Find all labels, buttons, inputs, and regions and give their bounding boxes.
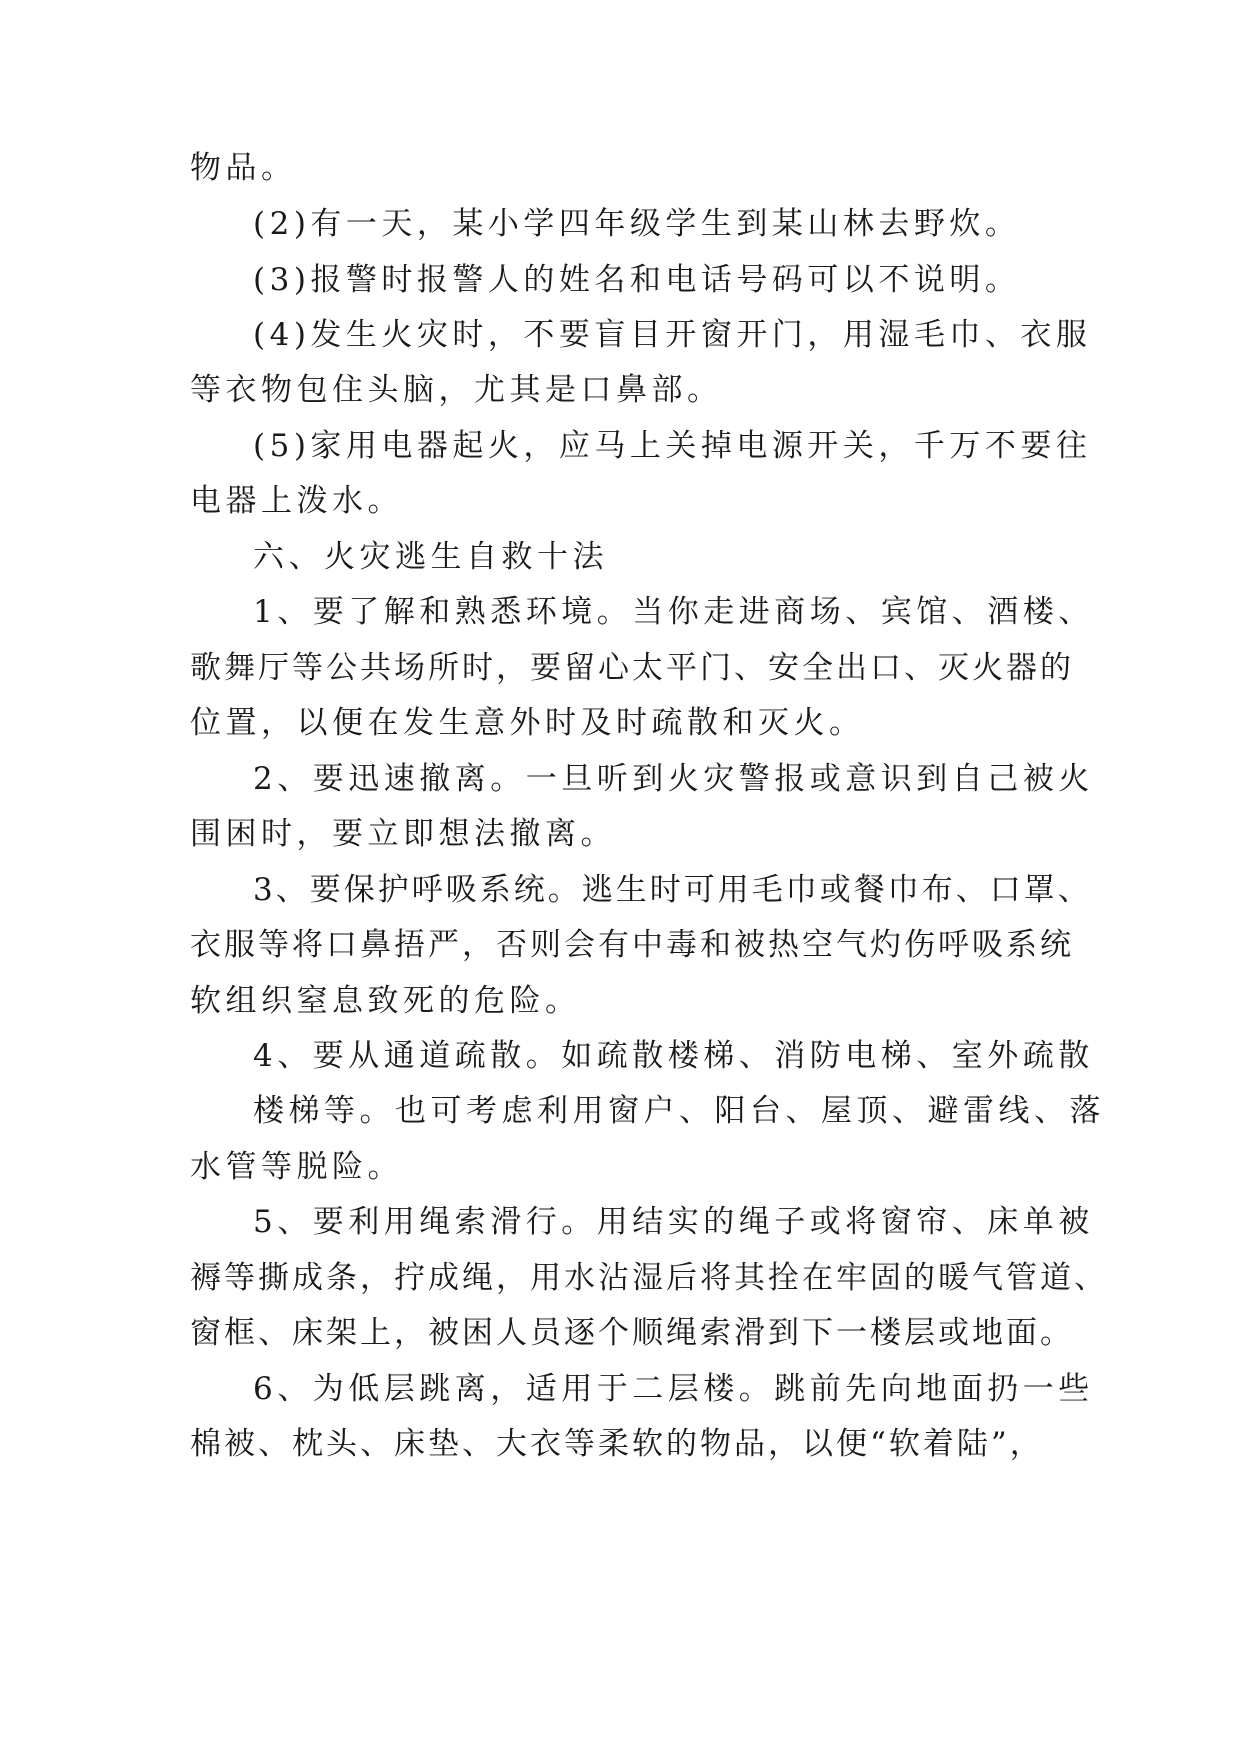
text-line: (5)家用电器起火，应马上关掉电源开关，千万不要往: [253, 428, 1092, 464]
text-line: 1、要了解和熟悉环境。当你走进商场、宾馆、酒楼、: [253, 594, 1094, 630]
text-line: (3)报警时报警人的姓名和电话号码可以不说明。: [253, 262, 1021, 298]
text-line: 电器上泼水。: [190, 483, 403, 519]
text-line: 窗框、床架上，被困人员逐个顺绳索滑到下一楼层或地面。: [190, 1315, 1074, 1351]
text-line: 歌舞厅等公共场所时，要留心太平门、安全出口、灭火器的: [190, 650, 1074, 686]
text-line: 位置，以便在发生意外时及时疏散和灭火。: [190, 705, 865, 741]
text-line: 5、要利用绳索滑行。用结实的绳子或将窗帘、床单被: [253, 1204, 1094, 1240]
text-line: (4)发生火灾时，不要盲目开窗开门，用湿毛巾、衣服: [253, 317, 1092, 353]
section-heading: 六、火灾逃生自救十法: [253, 539, 608, 575]
text-line: 3、要保护呼吸系统。逃生时可用毛巾或餐巾布、口罩、: [253, 872, 1092, 908]
text-line: 4、要从通道疏散。如疏散楼梯、消防电梯、室外疏散: [253, 1038, 1094, 1074]
text-line: 物品。: [190, 150, 297, 186]
text-line: (2)有一天，某小学四年级学生到某山林去野炊。: [253, 206, 1021, 242]
text-line: 棉被、枕头、床垫、大衣等柔软的物品，以便“软着陆”，: [190, 1426, 1044, 1462]
text-line: 水管等脱险。: [190, 1149, 403, 1185]
text-line: 楼梯等。也可考虑利用窗户、阳台、屋顶、避雷线、落: [253, 1093, 1105, 1129]
text-line: 围困时，要立即想法撤离。: [190, 816, 616, 852]
text-line: 褥等撕成条，拧成绳，用水沾湿后将其拴在牢固的暖气管道、: [190, 1260, 1108, 1296]
text-line: 6、为低层跳离，适用于二层楼。跳前先向地面扔一些: [253, 1371, 1094, 1407]
text-line: 2、要迅速撤离。一旦听到火灾警报或意识到自己被火: [253, 761, 1094, 797]
text-line: 衣服等将口鼻捂严，否则会有中毒和被热空气灼伤呼吸系统: [190, 927, 1074, 963]
text-line: 软组织窒息致死的危险。: [190, 983, 581, 1019]
text-line: 等衣物包住头脑，尤其是口鼻部。: [190, 372, 723, 408]
